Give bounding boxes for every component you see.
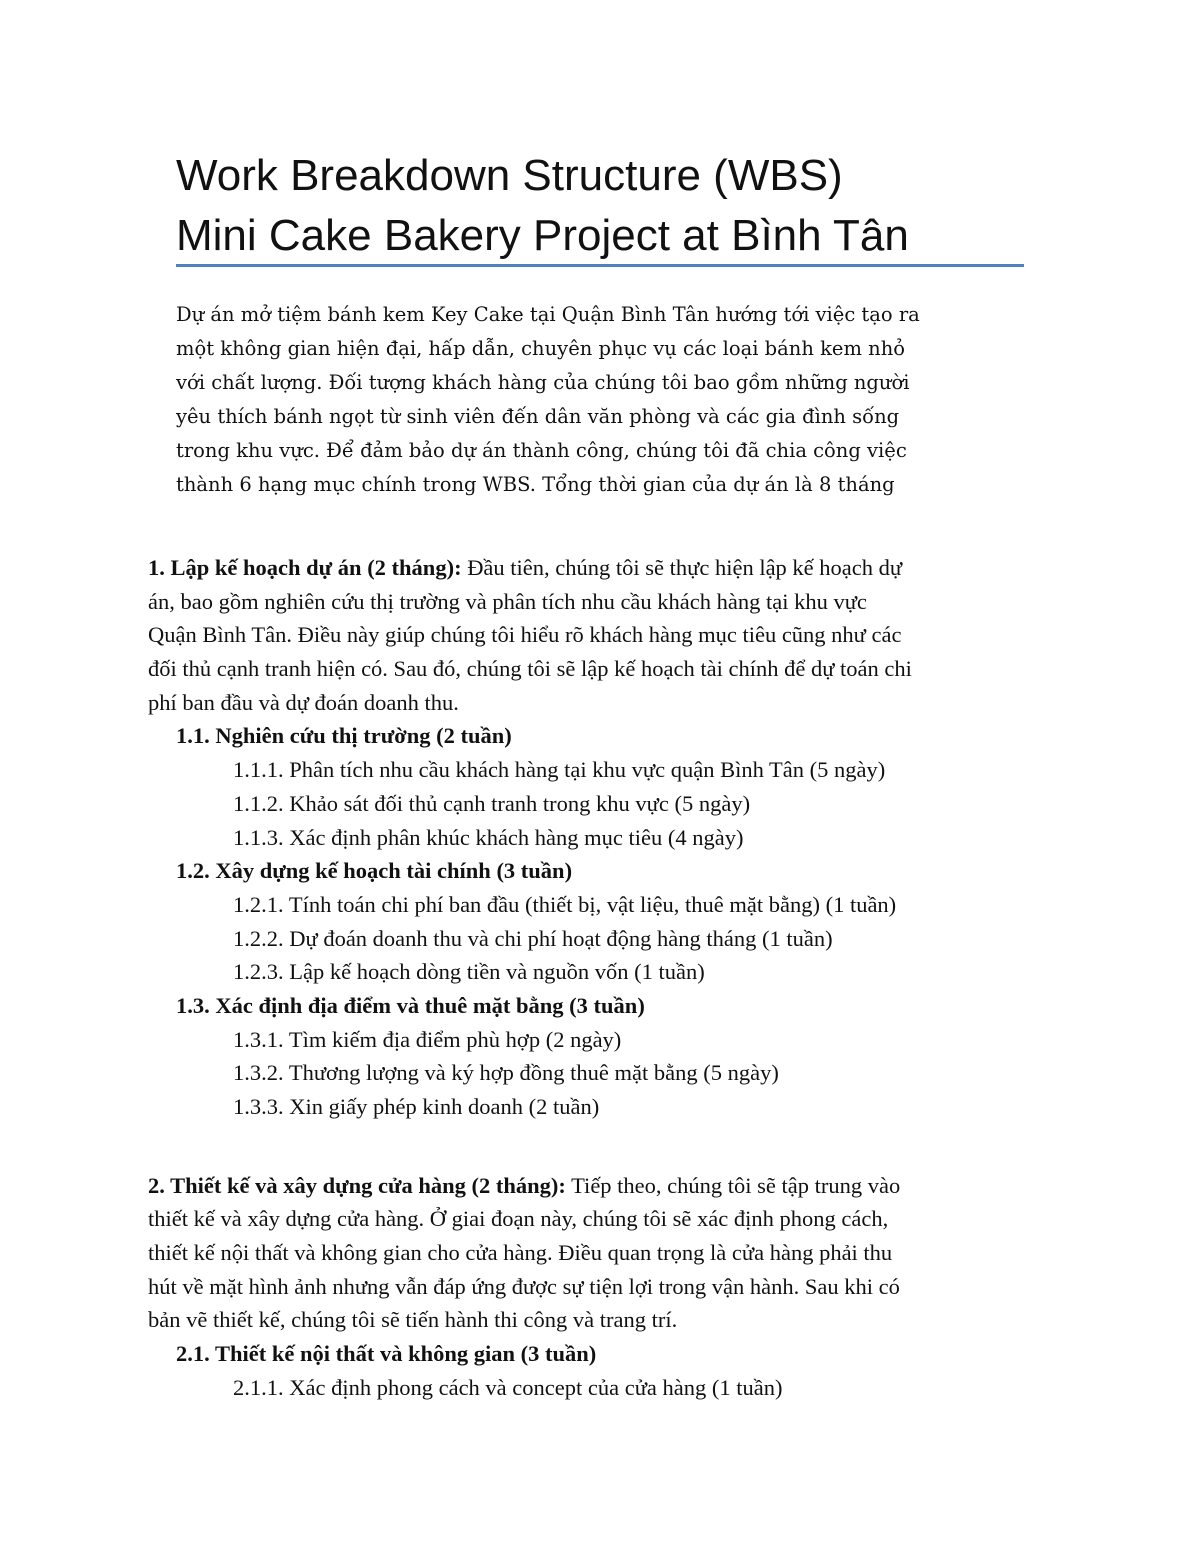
section-2-desc-first: Tiếp theo, chúng tôi sẽ tập trung vào	[565, 1172, 901, 1198]
intro-line: Dự án mở tiệm bánh kem Key Cake tại Quận Bình Tân hướng tới việc tạo ra	[176, 303, 920, 326]
section-1-desc-line: án, bao gồm nghiên cứu thị trường và phân tích nhu cầu khách hàng tại khu vực	[148, 588, 867, 614]
task-item: 1.2.1. Tính toán chi phí ban đầu (thiết bị, vật liệu, thuê mặt bằng) (1 tuần)	[233, 891, 897, 917]
section-1-first-line	[148, 551, 1038, 585]
subsection-1-2-heading	[148, 854, 1038, 888]
title-line-1: Work Breakdown Structure (WBS)	[176, 151, 843, 200]
task-item: 1.1.2. Khảo sát đối thủ cạnh tranh trong khu vực (5 ngày)	[233, 790, 751, 816]
document-title	[176, 146, 1026, 266]
section-1-desc-line: phí ban đầu và dự đoán doanh thu.	[148, 689, 459, 715]
title-line-2: Mini Cake Bakery Project at Bình Tân	[176, 211, 909, 260]
task-item: 1.2.3. Lập kế hoạch dòng tiền và nguồn vốn (1 tuần)	[233, 959, 705, 985]
task-item: 1.3.3. Xin giấy phép kinh doanh (2 tuần)	[233, 1094, 600, 1119]
task-item: 1.3.1. Tìm kiếm địa điểm phù hợp (2 ngày)	[233, 1026, 622, 1052]
section-1-desc-line: Quận Bình Tân. Điều này giúp chúng tôi hiểu rõ khách hàng mục tiêu cũng như các	[148, 622, 902, 648]
title-underline	[176, 264, 1024, 267]
subsection-heading-text: 2.1. Thiết kế nội thất và không gian (3 tuần)	[176, 1341, 597, 1367]
intro-line: thành 6 hạng mục chính trong WBS. Tổng thời gian của dự án là 8 tháng	[176, 473, 895, 496]
task-item: 1.2.2. Dự đoán doanh thu và chi phí hoạt động hàng tháng (1 tuần)	[233, 925, 833, 951]
section-2-desc-line: bản vẽ thiết kế, chúng tôi sẽ tiến hành thi công và trang trí.	[148, 1307, 678, 1333]
intro-line: với chất lượng. Đối tượng khách hàng của chúng tôi bao gồm những người	[176, 371, 910, 394]
section-1-desc-line: đối thủ cạnh tranh hiện có. Sau đó, chúng tôi sẽ lập kế hoạch tài chính để dự toán chi	[148, 656, 912, 682]
task-item: 1.1.1. Phân tích nhu cầu khách hàng tại khu vực quận Bình Tân (5 ngày)	[233, 757, 886, 783]
section-2-desc-line: hút về mặt hình ảnh nhưng vẫn đáp ứng được sự tiện lợi trong vận hành. Sau khi có	[148, 1273, 900, 1299]
task-item: 1.1.3. Xác định phân khúc khách hàng mục tiêu (4 ngày)	[233, 824, 744, 850]
section-2-heading: 2. Thiết kế và xây dựng cửa hàng (2 tháng):	[148, 1172, 566, 1198]
section-2-first-line	[148, 1169, 1038, 1203]
task-item: 2.1.1. Xác định phong cách và concept của cửa hàng (1 tuần)	[233, 1374, 783, 1400]
subsection-heading-text: 1.2. Xây dựng kế hoạch tài chính (3 tuần)	[176, 858, 573, 884]
subsection-2-1-heading	[148, 1337, 1038, 1371]
subsection-heading-text: 1.3. Xác định địa điểm và thuê mặt bằng (3 tuần)	[176, 992, 645, 1018]
subsection-heading-text: 1.1. Nghiên cứu thị trường (2 tuần)	[176, 723, 512, 749]
section-1-desc-first: Đầu tiên, chúng tôi sẽ thực hiện lập kế hoạch dự	[461, 555, 903, 580]
wbs-body	[148, 551, 1038, 1405]
intro-line: yêu thích bánh ngọt từ sinh viên đến dân văn phòng và các gia đình sống	[176, 405, 900, 428]
intro-paragraph	[176, 298, 1016, 502]
intro-line: một không gian hiện đại, hấp dẫn, chuyên phục vụ các loại bánh kem nhỏ	[176, 337, 906, 360]
subsection-1-1-heading	[148, 719, 1038, 753]
subsection-1-3-heading	[148, 989, 1038, 1023]
section-2-desc-line: thiết kế nội thất và không gian cho cửa hàng. Điều quan trọng là cửa hàng phải thu	[148, 1240, 893, 1266]
intro-line: trong khu vực. Để đảm bảo dự án thành công, chúng tôi đã chia công việc	[176, 439, 907, 462]
section-1-heading: 1. Lập kế hoạch dự án (2 tháng):	[148, 555, 462, 580]
section-spacer	[148, 1124, 1038, 1169]
section-2-desc-line: thiết kế và xây dựng cửa hàng. Ở giai đoạn này, chúng tôi sẽ xác định phong cách,	[148, 1206, 889, 1232]
task-item: 1.3.2. Thương lượng và ký hợp đồng thuê mặt bằng (5 ngày)	[233, 1060, 779, 1086]
